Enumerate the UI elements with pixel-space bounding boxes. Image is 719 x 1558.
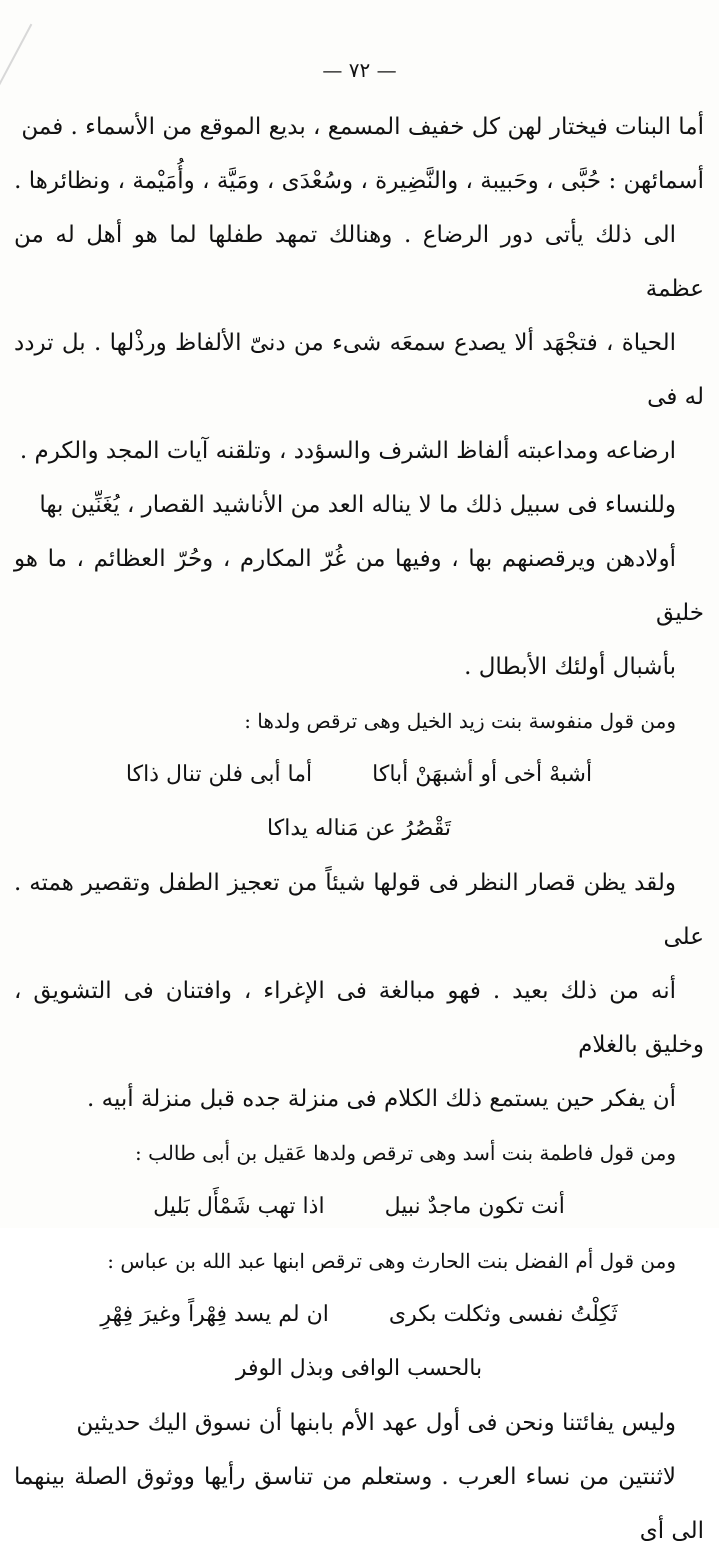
verse-hemistich: تَقْصُرُ عن مَناله يداكا	[267, 816, 451, 841]
verse-hemistich: ثَكِلْتُ نفسى وثكلت بكرى	[388, 1302, 618, 1327]
text-line: أسمائهن : حُبَّى ، وحَبيبة ، والنَّضِيرة ، وسُعْدَى ، ومَيَّة ، وأُمَيْمة ، ونظائرها .	[14, 168, 704, 194]
text-line: أن يفكر حين يستمع ذلك الكلام فى منزلة جده قبل منزلة أبيه .	[86, 1086, 676, 1112]
paragraph-two-stories	[14, 1396, 704, 1558]
poem-verse	[14, 1342, 704, 1396]
poem-verse	[14, 748, 704, 802]
verse-hemistich: اذا تهب شَمْأَل بَليل	[153, 1194, 325, 1219]
paragraph-names	[14, 100, 704, 208]
text-line: الى ذلك يأتى دور الرضاع . وهنالك تمهد طفلها لما هو أهل له من عظمة	[14, 222, 704, 302]
poem-intro-fatima: ومن قول فاطمة بنت أسد وهى ترقص ولدها عَقيل بن أبى طالب :	[135, 1141, 676, 1165]
paragraph-songs	[14, 478, 704, 694]
text-line: ارضاعه ومداعبته ألفاظ الشرف والسؤدد ، وتلقنه آيات المجد والكرم .	[19, 438, 676, 464]
page-number: — ٧٢ —	[322, 58, 397, 82]
text-line: وللنساء فى سبيل ذلك ما لا يناله العد من الأناشيد القصار ، يُغَنِّين بها	[39, 492, 676, 518]
verse-hemistich: أنت تكون ماجدٌ نبيل	[384, 1194, 565, 1219]
text-line: أولادهن ويرقصنهم بها ، وفيها من غُرّ المكارم ، وحُرّ العظائم ، ما هو خليق	[14, 546, 704, 626]
poem-intro-manfusa: ومن قول منفوسة بنت زيد الخيل وهى ترقص ولدها :	[244, 709, 676, 733]
text-line: أما البنات فيختار لهن كل خفيف المسمع ، بديع الموقع من الأسماء . فمن	[21, 114, 704, 140]
text-line: ولقد يظن قصار النظر فى قولها شيئاً من تعجيز الطفل وتقصير همته . على	[14, 870, 704, 950]
verse-hemistich: أشبهْ أخى أو أشبهَنْ أباكا	[372, 762, 593, 787]
paragraph-nursing	[14, 208, 704, 478]
verse-hemistich: بالحسب الوافى وبذل الوفر	[235, 1356, 483, 1381]
verse-hemistich: ان لم يسد فِهْراً وغيرَ فِهْرِ	[100, 1302, 329, 1327]
text-line: لاثنتين من نساء العرب . وستعلم من تناسق رأيها ووثوق الصلة بينهما الى أى	[14, 1464, 704, 1544]
text-line: أنه من ذلك بعيد . فهو مبالغة فى الإغراء ، وافتنان فى التشويق ، وخليق بالغلام	[14, 978, 704, 1058]
text-line: الحياة ، فتجْهَد ألا يصدع سمعَه شىء من دنىّ الألفاظ ورذْلها . بل تردد له فى	[14, 330, 704, 410]
poem-verse	[14, 1288, 704, 1342]
text-line: وليس يفائتنا ونحن فى أول عهد الأم بابنها أن نسوق اليك حديثين	[76, 1410, 676, 1436]
poem-intro-umm-alfadl: ومن قول أم الفضل بنت الحارث وهى ترقص ابنها عبد الله بن عباس :	[107, 1249, 676, 1273]
page-body	[14, 100, 704, 1558]
verse-hemistich: أما أبى فلن تنال ذاكا	[125, 762, 313, 787]
poem-verse	[14, 1180, 704, 1234]
paragraph-commentary	[14, 856, 704, 1126]
poem-verse	[14, 802, 704, 856]
text-line: بأشبال أولئك الأبطال .	[464, 654, 676, 680]
